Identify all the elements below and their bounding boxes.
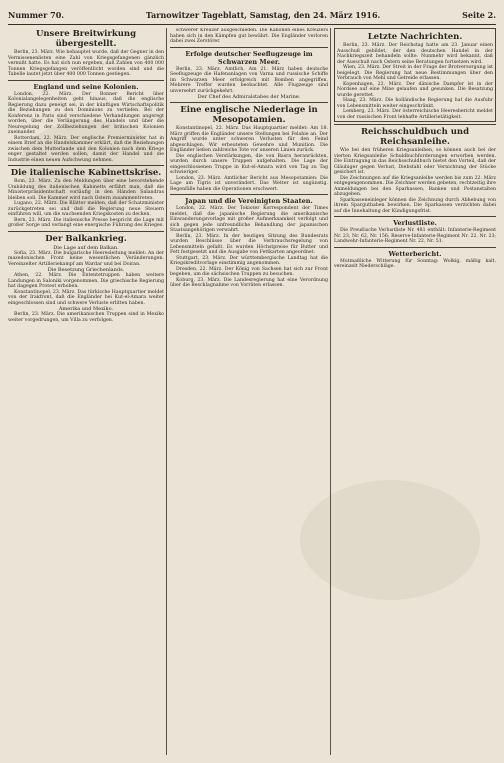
headline: Japan und die Vereinigten Staaten. bbox=[185, 197, 313, 205]
paragraph: Haag, 23. März. Die holländische Regierung hat die Ausfuhr von Lebensmitteln weiter eingeschränkt. bbox=[337, 98, 493, 109]
column-1 bbox=[8, 28, 164, 755]
subheading: Amerika und Mexiko. bbox=[58, 306, 114, 312]
headline: Erfolge deutscher Seeflugzeuge im Schwarzen Meer. bbox=[185, 49, 313, 66]
issue-number: Nummer 70. bbox=[8, 10, 65, 20]
paragraph: Berlin, 23. März. In der heutigen Sitzung des Bundesrats wurden Beschlüsse über die Verbrauchsregelung von Lebensmitteln gefaßt. Es wurden Höchstpreise für Butter und Fett festgesetzt und die Ausgabe von Fettkarten angeordnet. bbox=[170, 233, 328, 255]
headline: Letzte Nachrichten. bbox=[367, 32, 463, 42]
paragraph: Die Zeichnungen auf die Kriegsanleihe werden bis zum 22. März entgegengenommen. Die Zeichner werden gebeten, rechtzeitig ihre Anmeldungen bei den Sparkassen, Banken und Postanstalten abzugeben. bbox=[334, 175, 496, 197]
article-japan-usa bbox=[170, 197, 328, 289]
article-kabinettskrise bbox=[8, 168, 164, 229]
article-breitwirkung bbox=[8, 29, 164, 78]
paragraph: Rotterdam, 22. März. Der englische Premierminister hat in einem Brief an die Handelskammer erklärt, daß die Beziehungen zwischen dem Mutterlande und den Kolonien nach dem Kriege enger gestaltet werden sollen, damit der Handel und die Industrie einen neuen Aufschwung nehmen. bbox=[8, 135, 164, 163]
divider bbox=[170, 194, 328, 195]
headline: Reichsschuldbuch und Reichsanleihe. bbox=[360, 127, 470, 147]
headline: Eine englische Niederlage in Mesopotamien. bbox=[180, 105, 318, 125]
paragraph: Die englischen Verstärkungen, die von Basra heranrückten, wurden durch unsere Truppen aufgehalten. Die Lage der eingeschlossenen Truppe in Kut-el-Amara wird von Tag zu Tag schwieriger. bbox=[170, 153, 328, 175]
paragraph: Sofia, 23. März. Die bulgarische Heeresleitung meldet: An der mazedonischen Front keine wesentlichen Veränderungen. Vereinzelter Artilleriekampf am Wardar und bei Doiran. bbox=[8, 250, 164, 267]
article-wetterbericht bbox=[334, 250, 496, 270]
paragraph: Athen, 22. März. Die Ententetruppen haben weitere Landungen in Saloniki vorgenommen. Die griechische Regierung hat dagegen Protest erhoben. bbox=[8, 273, 164, 289]
paragraph: Berlin, 23. März. Wie behauptet wurde, daß der Gegner in den Vermissenenlisten eine Zahl von Kriegsgefangenen gänzlich vermißt hatte. Es hat sich nun ergeben, daß Zahlen von 400 000 Tonnen Kriegsgefangen veröffentlicht worden sind und die Tabelle lautet jetzt über 400 000 Tonnen gestiegen. bbox=[8, 50, 164, 77]
article-reichsschuldbuch bbox=[334, 127, 496, 214]
headline: Die italienische Kabinettskrise. bbox=[10, 168, 162, 178]
column-divider bbox=[166, 28, 167, 755]
divider bbox=[170, 102, 328, 103]
page-number: Seite 2. bbox=[462, 10, 496, 20]
paragraph: Konstantinopel, 23. März. Das türkische Hauptquartier meldet von der Irakfront, daß die Engländer bei Kut-el-Amara weiter eingeschlossen sind und schwere Verluste erlitten haben. bbox=[8, 289, 164, 306]
divider bbox=[334, 124, 496, 125]
article-england-kolonien bbox=[8, 83, 164, 164]
signature-line: Der Chef des Admiralstabes der Marine. bbox=[197, 94, 301, 100]
paragraph: Lugano, 22. März. Die Blätter melden, daß der Schatzminister zurückgetreten sei und daß die Regierung neue Steuern einführen will, um die wachsenden Kriegskosten zu decken. bbox=[8, 201, 164, 217]
masthead: Tarnowitzer Tageblatt, Samstag, den 24. März 1916. bbox=[145, 10, 381, 20]
paragraph: Berlin, 23. März. Der Reichstag hatte am 23. Januar einen Ausschuß gebildet, der den deutschen Handel in der Nachkriegszeit behandeln sollte. Nunmehr wird bekannt, daß der Ausschuß nach Ostern seine Beratungen fortsetzen wird. bbox=[337, 43, 493, 65]
paragraph: Rom, 23. März. Zu den Meldungen über eine bevorstehende Umbildung des italienischen Kabinetts erfährt man, daß die Ministerpräsidentschaft vorläufig in den Händen Salandras bleiben soll. Die Kammer wird nach Ostern zusammentreten. bbox=[8, 179, 164, 201]
page-header bbox=[8, 8, 496, 22]
paragraph: Berlin, 23. März. Amtlich. Am 21. März haben deutsche Seeflugzeuge die Hafenanlagen von Varna und russische Schiffe im Schwarzen Meer erfolgreich mit Bomben angegriffen. Mehrere Treffer wurden beobachtet. Alle Flugzeuge sind unversehrt zurückgekehrt. bbox=[170, 66, 328, 94]
paragraph: London, 22. März. Der Tokioter Korrespondent der Times meldet, daß die japanische Regierung die amerikanische Einwanderungsvorlage mit großer Aufmerksamkeit verfolgt und sich gegen jede unfreundliche Behandlung der japanischen Staatsangehörigen verwahrt. bbox=[170, 206, 328, 233]
header-rule bbox=[8, 24, 496, 25]
paragraph: Wien, 23. März. Der Streit in der Frage der Brotversorgung ist beigelegt. Die Regierung hat neue Bestimmungen über den Verbrauch von Mehl und Getreide erlassen. bbox=[337, 65, 493, 81]
paragraph: schwerer Kreuzer ausgeschieden. Die Kanonen eines Kreuzers haben sich in den Kämpfen gut bewährt. Die Engländer verloren dabei zwei Zerstörer. bbox=[170, 28, 328, 44]
subheading: Die Lage auf dem Balkan. bbox=[53, 244, 119, 251]
paragraph: Kopenhagen, 22. März. Der dänische Dampfer ist in der Nordsee auf eine Mine gelaufen und gesunken. Die Besatzung wurde gerettet. bbox=[337, 81, 493, 98]
subheading: Die Besetzung Griechenlands. bbox=[47, 267, 125, 273]
paragraph: Konstantinopel, 22. März. Das Hauptquartier meldet: Am 18. März griffen die Engländer unsere Stellungen bei Felahie an. Der Angriff wurde unter schweren Verlusten für den Feind abgeschlagen. Wir erbeuteten Gewehre und Munition. Die Engländer ließen zahlreiche Tote vor unseren Linien zurück. bbox=[170, 126, 328, 153]
headline: England und seine Kolonien. bbox=[33, 82, 139, 91]
divider bbox=[170, 47, 328, 48]
column-3 bbox=[334, 28, 496, 755]
paragraph: Stuttgart, 23. März. Der württembergische Landtag hat die Kriegskreditvorlage einstimmig angenommen. bbox=[170, 255, 328, 266]
column-2 bbox=[170, 28, 328, 755]
article-letzte-nachrichten bbox=[334, 28, 496, 122]
paragraph: London, 22. März. Der Bonner Bericht über Kolonialangelegenheiten geht hinaus, daß die englische Regierung dazu geneigt sei, in der künftigen Wirtschaftspolitik die Beziehungen zu den Dominions zu vertiefen. Bei der Konferenz in Paris sind verschiedene Verhandlungen angeregt worden, über die Verlängerung des Handels und über die Neuregelung der Zollbeziehungen der britischen Kolonien zueinander. bbox=[8, 91, 164, 135]
paragraph: Bern, 23. März. Die italienische Presse bespricht die Lage mit großer Sorge und verlangt eine energische Führung des Krieges. bbox=[8, 217, 164, 228]
headline: Unsere Breitwirkung übergestellt. bbox=[35, 29, 137, 49]
divider bbox=[8, 165, 164, 166]
headline: Verlustliste. bbox=[393, 219, 437, 227]
article-seeflugzeuge bbox=[170, 28, 328, 100]
headline: Wetterbericht. bbox=[388, 249, 442, 258]
paragraph: Lemberg, 23. März. Der österreichische Heeresbericht meldet von der russischen Front lebhafte Artillerietätigkeit. bbox=[337, 109, 493, 120]
article-balkankrieg bbox=[8, 234, 164, 324]
article-verlustliste bbox=[334, 219, 496, 245]
paragraph: Dresden, 22. März. Der König von Sachsen hat sich zur Front begeben, um die sächsischen Truppen zu besuchen. bbox=[170, 266, 328, 277]
paragraph: Die Preußische Verlustliste Nr. 481 enthält: Infanterie-Regiment Nr. 23, Nr. 62, Nr. 156; Reserve-Infanterie-Regiment Nr. 22, Nr. 23; Landwehr-Infanterie-Regiment Nr. 22, Nr. 51. bbox=[334, 228, 496, 244]
paragraph: Sparkasseneinleger können die Zeichnung durch Abhebung von ihrem Sparguthaben bewirken. Die Sparkassen verzichten dabei auf die Innehaltung der Kündigungsfrist. bbox=[334, 197, 496, 214]
paragraph: Wie bei den früheren Kriegsanleihen, so können auch bei der vierten Kriegsanleihe Schuldbuchforderungen erworben werden. Die Eintragung in das Reichsschuldbuch bietet den Vorteil, daß der Gläubiger gegen Verlust, Diebstahl oder Vernichtung der Stücke gesichert ist. bbox=[334, 148, 496, 175]
article-mesopotamien bbox=[170, 105, 328, 192]
divider bbox=[334, 216, 496, 217]
divider bbox=[8, 231, 164, 232]
paragraph: London, 23. März. Amtlicher Bericht aus Mesopotamien: Die Lage am Tigris ist unverändert. Das Wetter ist ungünstig. Regenfälle haben die Operationen erschwert. bbox=[170, 175, 328, 192]
divider bbox=[334, 247, 496, 248]
paragraph: Mutmaßliche Witterung für Sonntag: Wolkig, mäßig kalt, vereinzelt Niederschläge. bbox=[334, 258, 496, 269]
paragraph: Koburg, 23. März. Die Landesregierung hat eine Verordnung über die Beschlagnahme von Vorräten erlassen. bbox=[170, 277, 328, 288]
headline: Der Balkankrieg. bbox=[45, 233, 127, 244]
column-divider bbox=[330, 28, 331, 755]
paragraph: Berlin, 23. März. Die amerikanischen Truppen sind in Mexiko weiter vorgedrungen, um Villa zu verfolgen. bbox=[8, 312, 164, 323]
divider bbox=[8, 80, 164, 81]
